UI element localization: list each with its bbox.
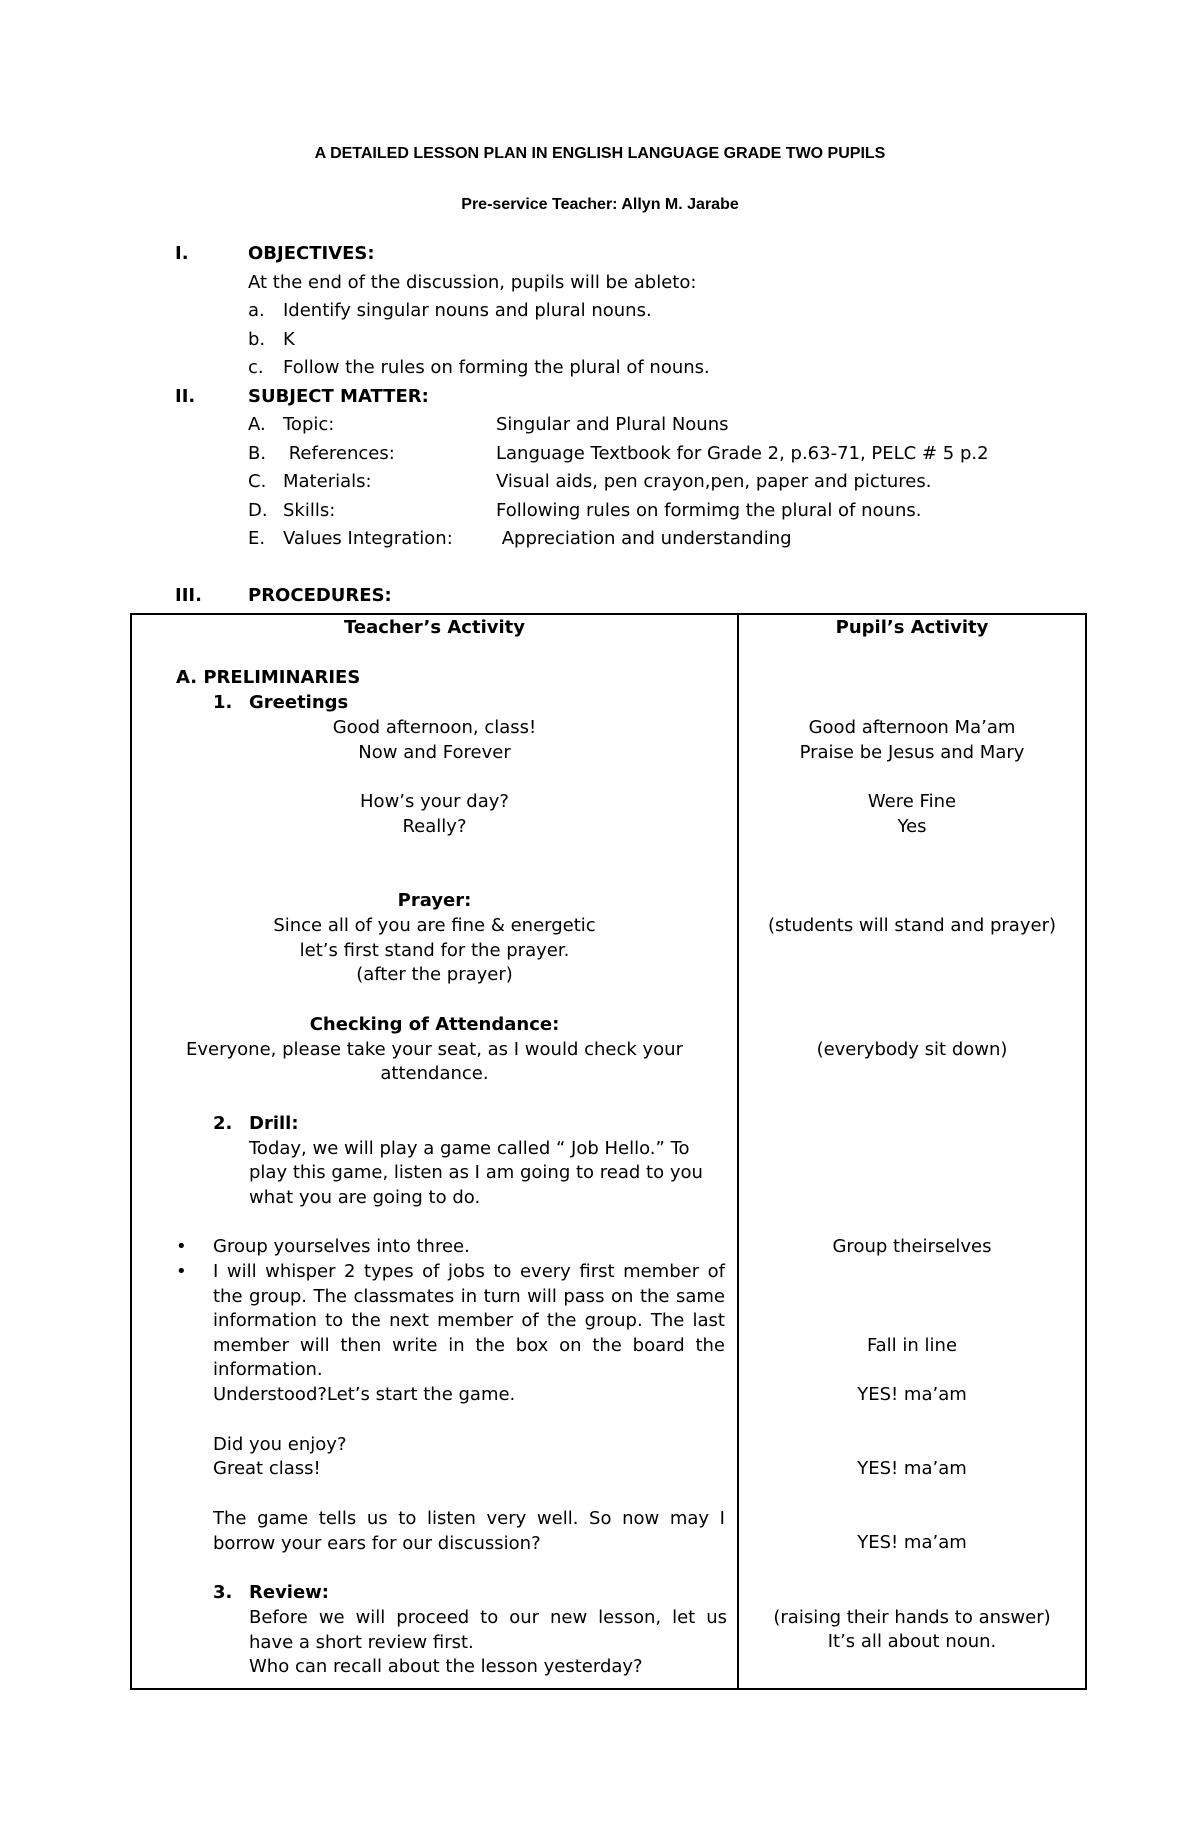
teacher-line: Since all of you are fine & energetic [273,915,596,936]
teacher-line: Did you enjoy? [213,1434,347,1455]
pupil-line: Good afternoon Ma’am [808,717,1016,738]
item-value: Following rules on formimg the plural of nouns. [496,500,922,521]
review-number: 3. [213,1582,233,1603]
document-title: A DETAILED LESSON PLAN IN ENGLISH LANGUAGE GRADE TWO PUPILS [314,145,886,162]
greetings-heading: Greetings [249,692,349,713]
teacher-line: attendance. [380,1063,489,1084]
item-text: K [283,329,295,350]
section-label: SUBJECT MATTER: [248,386,429,407]
prayer-heading: Prayer: [397,890,472,911]
teacher-line: Today, we will play a game called “ Job Hello.” To [249,1138,690,1159]
teacher-activity-column [131,614,738,1689]
item-marker: C. [248,471,267,492]
subject-item-skills [248,499,1098,523]
bullet-icon: • [176,1261,187,1282]
teacher-line: Great class! [213,1458,321,1479]
greetings-number: 1. [213,692,233,713]
teacher-line: (after the prayer) [356,964,513,985]
pupil-line: Were Fine [867,791,957,812]
pupil-line: Yes [897,816,927,837]
procedures-table [130,613,1087,1690]
item-text: Identify singular nouns and plural nouns. [283,300,652,321]
item-marker: b. [248,329,266,350]
teacher-line: Now and Forever [358,742,511,763]
subject-item-topic [248,413,1098,437]
pupil-line: Fall in line [866,1335,958,1356]
pupil-line: YES! ma’am [857,1384,967,1405]
pupil-line: (raising their hands to answer) [773,1607,1051,1628]
item-value: Appreciation and understanding [496,528,792,549]
pupil-line: YES! ma’am [857,1532,967,1553]
item-value: Singular and Plural Nouns [496,414,729,435]
drill-heading: Drill: [249,1113,299,1134]
review-heading: Review: [249,1582,330,1603]
item-marker: B. [248,443,267,464]
bullet-icon: • [176,1236,187,1257]
item-marker: a. [248,300,265,321]
teacher-line: what you are going to do. [249,1187,481,1208]
teacher-line: Who can recall about the lesson yesterday? [249,1656,643,1677]
subject-matter-heading [175,385,1075,409]
teacher-line: play this game, listen as I am going to read to you [249,1162,703,1183]
section-label: PROCEDURES: [248,585,392,606]
teacher-paragraph: The game tells us to listen very well. So now may I borrow your ears for our discussion? [213,1508,725,1554]
item-value: Visual aids, pen crayon,pen, paper and pictures. [496,471,932,492]
item-value: Language Textbook for Grade 2, p.63-71, PELC # 5 p.2 [496,443,989,464]
subject-item-values [248,527,1098,551]
attendance-heading: Checking of Attendance: [309,1014,560,1035]
procedures-heading [175,584,1075,608]
section-number: III. [175,585,202,606]
objective-item [248,356,1048,380]
teacher-paragraph: Before we will proceed to our new lesson, let us have a short review first. [249,1607,727,1653]
teacher-activity-header: Teacher’s Activity [343,617,525,638]
section-label: OBJECTIVES: [248,243,375,264]
item-marker: E. [248,528,266,549]
item-key: Topic: [283,414,335,435]
teacher-line: Good afternoon, class! [332,717,537,738]
objective-item [248,299,1048,323]
item-key: References: [283,443,395,464]
item-marker: D. [248,500,268,521]
item-marker: c. [248,357,264,378]
item-key: Materials: [283,471,372,492]
teacher-line: Everyone, please take your seat, as I would check your [186,1039,683,1060]
subject-item-materials [248,470,1098,494]
subject-item-references [248,442,1098,466]
preliminaries-heading: A. PRELIMINARIES [176,667,361,688]
teacher-line: How’s your day? [360,791,509,812]
section-number: I. [175,243,189,264]
objectives-intro: At the end of the discussion, pupils will be ableto: [248,272,697,293]
drill-number: 2. [213,1113,233,1134]
teacher-paragraph: I will whisper 2 types of jobs to every first member of the group. The classmates in turn will pass on the same information to the next member of the group. The last member will then write in the box on the board the information. [213,1261,725,1381]
pupil-activity-column [738,614,1086,1689]
objectives-heading [175,242,1075,266]
teacher-line: Group yourselves into three. [213,1236,470,1257]
item-marker: A. [248,414,266,435]
pupil-line: Group theirselves [832,1236,992,1257]
pupil-line: (everybody sit down) [816,1039,1008,1060]
teacher-line: let’s first stand for the prayer. [299,940,570,961]
item-key: Values Integration: [283,528,453,549]
pupil-line: YES! ma’am [857,1458,967,1479]
pupil-activity-header: Pupil’s Activity [835,617,989,638]
item-key: Skills: [283,500,336,521]
item-text: Follow the rules on forming the plural of nouns. [283,357,710,378]
teacher-line: Pre-service Teacher: Allyn M. Jarabe [461,196,739,213]
objective-item [248,328,1048,352]
pupil-line: It’s all about noun. [827,1631,997,1652]
pupil-line: (students will stand and prayer) [768,915,1056,936]
section-number: II. [175,386,196,407]
pupil-line: Praise be Jesus and Mary [799,742,1025,763]
teacher-line: Understood?Let’s start the game. [213,1384,516,1405]
teacher-line: Really? [402,816,467,837]
